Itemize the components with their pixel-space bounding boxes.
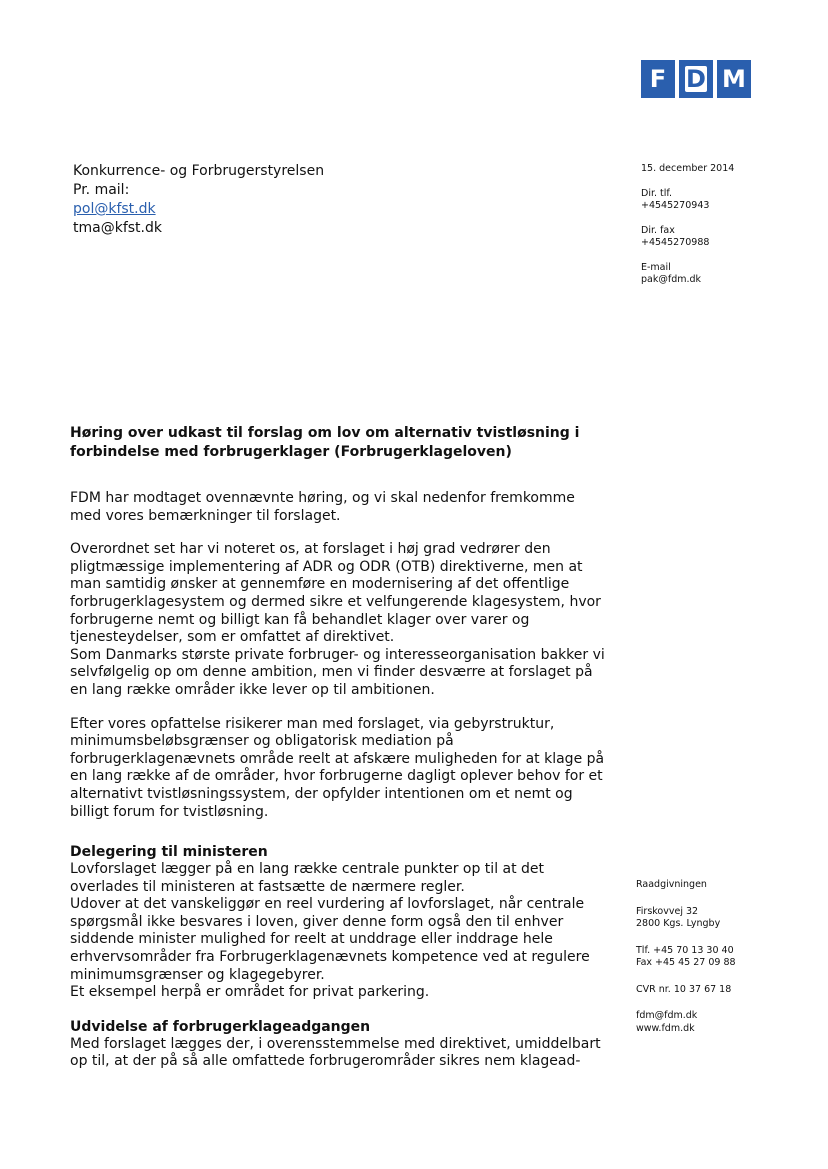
- fax-label: Dir. fax: [641, 224, 675, 236]
- phone-label: Dir. tlf.: [641, 187, 673, 199]
- recipient-block: [73, 162, 324, 238]
- sidebar-contact: [636, 879, 736, 1035]
- letter-date: 15. december 2014: [641, 163, 735, 174]
- sidebar-street: Firskovvej 32: [636, 905, 699, 917]
- email-label: E-mail: [641, 261, 671, 273]
- recipient-name: Konkurrence- og Forbrugerstyrelsen: [73, 163, 325, 179]
- logo-letter-m: M: [717, 60, 751, 98]
- letter-meta: [641, 163, 734, 287]
- section1-paragraph-1: Lovforslaget lægger på en lang række centrale punkter op til at det overlades til ministeren at fastsætte de nærmere regler.: [70, 861, 545, 895]
- fax-number: +4545270988: [641, 237, 710, 248]
- paragraph-overview: Overordnet set har vi noteret os, at forslaget i høj grad vedrører den pligtmæssige implementering af ADR og ODR (OTB) direktiverne, men at man samtidig ønsker at gennemføre en modernisering af det offentlige forbrugerklagesystem og dermed sikre et velfungerende klagesystem, hvor forbrugerne nemt og billigt kan få behandlet klager over varer og tjenesteydelser, som er omfattet af direktivet.: [70, 541, 601, 646]
- recipient-email-link[interactable]: pol@kfst.dk: [73, 201, 156, 217]
- email-address: pak@fdm.dk: [641, 274, 702, 285]
- paragraph-intro: FDM har modtaget ovennævnte høring, og vi skal nedenfor fremkomme med vores bemærkninger til forslaget.: [70, 490, 575, 524]
- logo-letter-d: D: [679, 60, 713, 98]
- sidebar-city: 2800 Kgs. Lyngby: [636, 918, 721, 929]
- recipient-via: Pr. mail:: [73, 182, 130, 198]
- sidebar-email: fdm@fdm.dk: [636, 1010, 698, 1021]
- sidebar-org: Raadgivningen: [636, 879, 707, 890]
- recipient-email-2: tma@kfst.dk: [73, 220, 162, 236]
- letter-title: Høring over udkast til forslag om lov om alternativ tvistløsning i forbindelse med forbrugerklager (Forbrugerklageloven): [70, 425, 580, 460]
- phone-number: +4545270943: [641, 200, 710, 211]
- section-heading-delegering: Delegering til ministeren: [70, 844, 268, 861]
- letter-body: [70, 490, 610, 1071]
- sidebar-fax: Fax +45 45 27 09 88: [636, 957, 736, 968]
- section-heading-udvidelse: Udvidelse af forbrugerklageadgangen: [70, 1018, 371, 1035]
- sidebar-cvr: CVR nr. 10 37 67 18: [636, 983, 732, 995]
- section1-paragraph-2: Udover at det vanskeliggør en reel vurdering af lovforslaget, når centrale spørgsmål ikke besvares i loven, giver denne form også den til enhver siddende minister mulighed for reelt at unddrage eller inddrage hele erhvervsområder fra Forbrugerklagenævnets kompetence ved at regulere minimumsgrænser og klagegebyrer.: [70, 896, 590, 983]
- paragraph-risk: Efter vores opfattelse risikerer man med forslaget, via gebyrstruktur, minimumsbeløbsgrænser og obligatorisk mediation på forbrugerklagenævnets område reelt at afskære muligheden for at klage på en lang række af de områder, hvor forbrugerne dagligt oplever behov for et alternativt tvistløsningssystem, der opfylder intentionen om et nemt og billigt forum for tvistløsning.: [70, 715, 605, 820]
- section1-paragraph-3: Et eksempel herpå er området for privat parkering.: [70, 984, 430, 1001]
- sidebar-web: www.fdm.dk: [636, 1022, 695, 1034]
- paragraph-ambition: Som Danmarks største private forbruger- og interesseorganisation bakker vi selvfølgelig op om denne ambition, men vi finder desværre at forslaget på en lang række områder ikke lever op til ambitionen.: [70, 646, 605, 698]
- logo-letter-f: F: [641, 60, 675, 98]
- sidebar-tlf: Tlf. +45 70 13 30 40: [636, 944, 734, 956]
- fdm-logo: [641, 60, 751, 98]
- section2-paragraph-1: Med forslaget lægges der, i overensstemmelse med direktivet, umiddelbart op til, at der på så alle omfattede forbrugerområder sikres nem klagead-: [70, 1035, 601, 1070]
